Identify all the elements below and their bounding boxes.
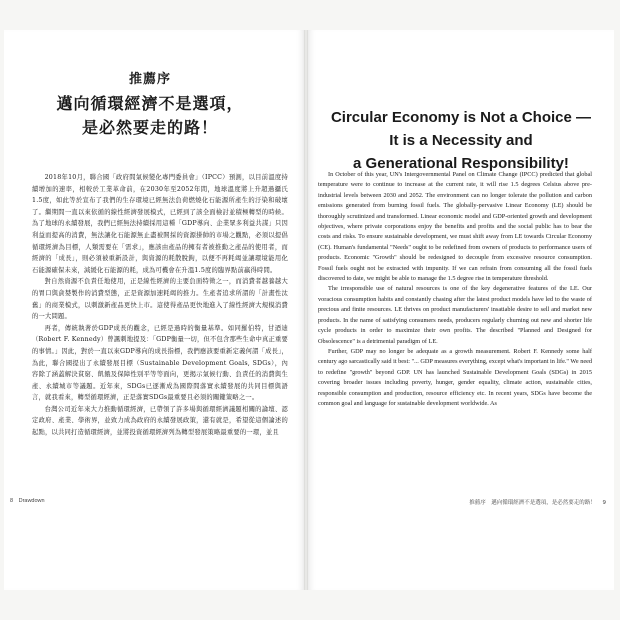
foreword-label: 推薦序: [128, 72, 171, 87]
chinese-title-line-1: 邁向循環經濟不是選項，: [56, 94, 244, 113]
left-page-number: 8: [10, 498, 14, 504]
chinese-body: [32, 172, 288, 439]
chinese-paragraph-2: 對自然資源不負責任地使用，正是線性經濟的主要負面特徵之一，而消費者越養越大的胃口與貪婪製作的消費型態，正是資源加速耗竭的推力。生產者追求所謂的「計畫性汰舊」的商業模式，以刺激新產品更快上市。這使得產品更快地進入了線性經濟大規模消費的一大問題。: [32, 278, 288, 321]
english-title-line-3: a Generational Responsibility!: [353, 155, 569, 172]
running-header-section: 推薦序 邁向循環經濟不是選項，是必然要走的路！: [469, 500, 596, 506]
english-title: [308, 106, 614, 175]
chinese-paragraph-4: 台灣公司近年來大力推動循環經濟，已帶領了許多場與循環經濟議題相關的論壇、認定政府、產業、學術界，並致力成為政府的永續發展政策，還有就是，希望從這個論述的起點，以共同打造循環經濟，並將投資循環經濟列為轉型發展策略最重要的一環，並且: [32, 405, 288, 437]
chinese-title: [0, 92, 300, 140]
chinese-paragraph-3: 再者，傳統執著於GDP成長的觀念，已經是過時的衡量基準。如同羅伯特，甘迺迪（Robert F. Kennedy）曾諷刺地提及：「GDP衡量一切，但不包含那些生命中真正重要的事情。」因此，對於一直以來GDP導向的成長指標，我們應該要重新定義何謂「成長」，為此，聯合國提出了永續發展目標（Sustainable Development Goals, SDGs），內容除了涵蓋解決貧窮、飢餓及保障性別平等等面向，更揭示氣候行動、負責任的消費與生產、永續城市等議題。近年來，SDGs已逐漸成為國際間落實永續發展的共同目標與語言，就我看來，轉型循環經濟，正是落實SDGs最重要且必須的關鍵策略之一。: [32, 324, 288, 402]
left-footer: [10, 498, 45, 504]
english-paragraph-2: The irresponsible use of natural resources is one of the key degenerative features of the LE. Our voracious consumption habits and constantly chasing after the latest product models have led to the waste of precious and finite resources. LE thrives on product manufacturers' insatiable desire to sell and market new products. In the name of satisfying consumers needs, producers regularly churning out new and shorter life cycle products in order to maximize their own profits. The described "Planned and Designed for Obsolescence" is a detrimental paradigm of LE.: [318, 285, 592, 345]
english-paragraph-1: In October of this year, UN's Intergovernmental Panel on Climate Change (IPCC) predicted that global temperature were to continue to increase at the current rate, it will rise 1.5 degrees Celsius above pre-industrial levels between 2030 and 2052. The environment can no longer tolerate the pollution and carbon emissions generated from burning fossil fuels. The globally-pervasive Linear Economy (LE) should be thoroughly scrutinized and transformed. Linear economic model and GDP-oriented growth and development objectives, where private corporations enjoy the benefits and profits and the social public has to bear the costs and risks. To ensure sustainable development, we must shift away from LE towards Circular Economy (CE). Human's fundamental "Needs" ought to be redefined from owners of products to performance users of products. Economic "Growth" should be redesigned to decouple from excessive resource consumption. Fossil fuels ought not be extracted with impunity. If we can refrain from consuming all the fossil fuels discovered to date, we might be able to manage the 1.5 degree rise in temperature threshold.: [318, 171, 592, 283]
english-title-line-1: Circular Economy is Not a Choice —: [330, 109, 592, 126]
right-footer: [469, 498, 606, 506]
right-page-number: 9: [602, 500, 606, 506]
chinese-paragraph-1: 2018年10月，聯合國「政府間氣候變化專門委員會」（IPCC）預測，以目前溫度持續增加的速率，相較於工業革命前，在2030年至2052年間，地球溫度將上升超過攝氏1.5度，如此等於宣布了我們的生存環境已經無法負荷燃燒化石能源所產生的汙染和破壞了。繼期間一直以來依循的線性經濟發展模式，已經到了該全面檢討並積極轉型的時候。為了地球的永續發展，我們已經無法持續採用這種「GDP導向、企業眾多利益共謀」只因利益而提高的消費，無法讓化石能源無止盡被開採的資源掛帥的市場之觀點，必須以提倡循環經濟為目標，人類需要在「需求」，應該由產品的擁有者被推動之產品的使用者，而經濟的「成長」，則必須被重新設計，與資源的耗散脫鉤，以便不再耗竭並讓環境能用化石能源確保未來，減緩化石能源的耗，成為可機會在升溫1.5度的臨界點前贏得時間。: [32, 174, 288, 274]
english-paragraph-3: Further, GDP may no longer be adequate as a growth measurement. Robert F. Kennedy some half century ago sarcastically said it best: "... GDP measures everything, except what's important in life." We need to redefine "growth" beyond GDP. UN has launched Sustainable Development Goals (SDGs) in 2015 covering broader issues including poverty, hunger, gender equality, climate action, sustainable cities, responsible consumption and production, resource efficiency etc. In recent years, SDGs have become the common goal and language for sustainable development worldwide. As: [318, 347, 592, 407]
chinese-title-line-2: 是必然要走的路！: [81, 118, 218, 137]
english-body: [318, 170, 592, 409]
english-title-line-2: It is a Necessity and: [389, 132, 533, 149]
book-title: Drawdown: [18, 498, 45, 504]
